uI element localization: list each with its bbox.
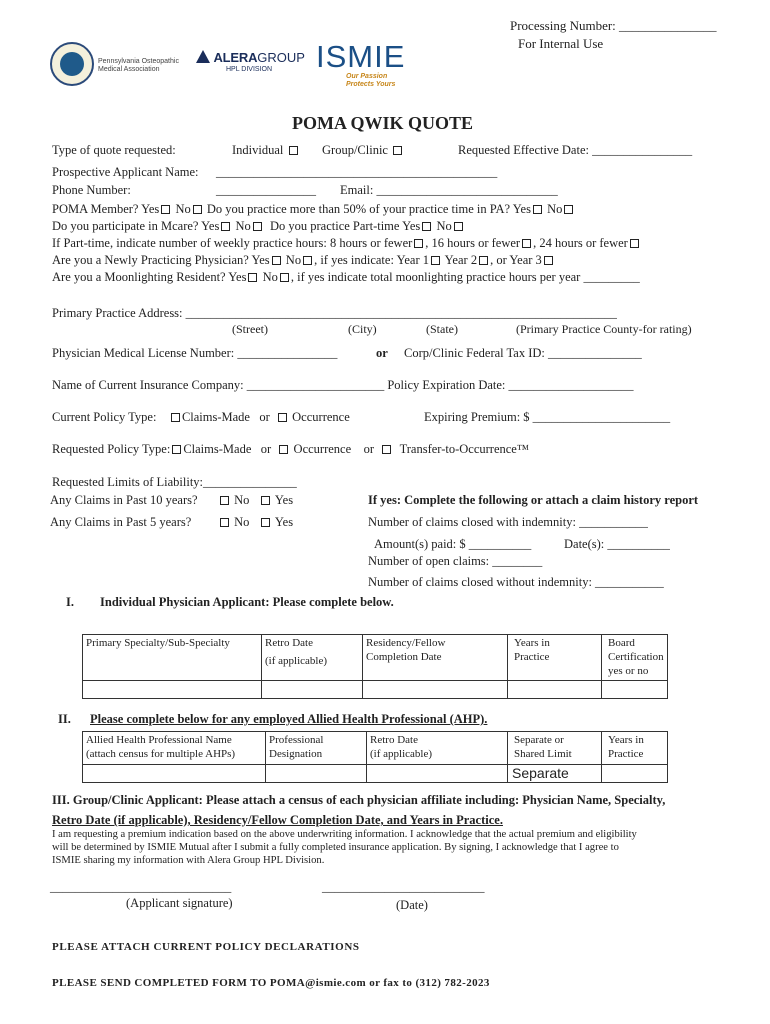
col-board: [602, 635, 668, 681]
ismie-logo: [316, 39, 406, 89]
attach-notice: PLEASE ATTACH CURRENT POLICY DECLARATIONS: [52, 941, 360, 953]
parttime-yes-checkbox[interactable]: [422, 222, 431, 231]
question-poma-member: [52, 202, 575, 217]
quote-type-label: Type of quote requested:: [52, 143, 176, 157]
q3c: , 24 hours or fewer: [533, 236, 628, 250]
individual-label: Individual: [232, 143, 284, 157]
pa-no-checkbox[interactable]: [564, 205, 573, 214]
req-occurrence-checkbox[interactable]: [279, 445, 288, 454]
section2-table: [82, 731, 668, 783]
applicant-name-field[interactable]: _____________________________________________: [216, 165, 498, 179]
col-res-l1: Residency/Fellow: [366, 637, 446, 649]
ack-line2: will be determined by ISMIE Mutual after I submit a fully completed insurance application. By signing, I acknowledge that I agree to: [52, 842, 619, 853]
if-yes-instruction: If yes: Complete the following or attach a claim history report: [368, 493, 699, 507]
newly-no-checkbox[interactable]: [303, 256, 312, 265]
year3-checkbox[interactable]: [544, 256, 553, 265]
amount-paid-field[interactable]: Amount(s) paid: $ __________: [374, 537, 532, 551]
individual-option[interactable]: [232, 143, 300, 158]
col-board-l2: Certification: [608, 650, 664, 663]
individual-checkbox[interactable]: [289, 146, 298, 155]
processing-number: Processing Number: _______________: [510, 18, 717, 33]
entry-residency-cell[interactable]: [363, 681, 508, 699]
q1c: Do you practice more than 50% of your practice time in PA? Yes: [206, 202, 531, 216]
q5a: Are you a Moonlighting Resident? Yes: [52, 270, 247, 284]
ahp-col-designation: [266, 732, 367, 765]
current-claims-made-checkbox[interactable]: [171, 413, 180, 422]
ahp-col-limit-l2: Shared Limit: [514, 747, 572, 760]
expiring-premium-field[interactable]: Expiring Premium: $ ______________________: [424, 410, 671, 424]
q4a: Are you a Newly Practicing Physician? Yes: [52, 253, 270, 267]
ahp-col-years-l2: Practice: [608, 747, 644, 760]
claims5-no-checkbox[interactable]: [220, 518, 229, 527]
q2b: No: [235, 219, 251, 233]
group-checkbox[interactable]: [393, 146, 402, 155]
hours16-checkbox[interactable]: [522, 239, 531, 248]
req-or-label-1: or: [260, 442, 272, 456]
ahp-col-name: [83, 732, 266, 765]
ismie-name: ISMIE: [316, 39, 406, 74]
q2a: Do you participate in Mcare? Yes: [52, 219, 220, 233]
question-moonlighting: [52, 270, 640, 285]
alera-name-rest: GROUP: [257, 50, 305, 65]
section2-entry-row: [83, 764, 668, 783]
ahp-col-limit: [508, 732, 602, 765]
section1-title: Individual Physician Applicant: Please complete below.: [100, 595, 394, 609]
date-label: (Date): [396, 898, 428, 912]
current-claims-made-label: Claims-Made: [181, 410, 250, 424]
alera-logo: [196, 50, 305, 73]
question-mcare: [52, 219, 465, 234]
alera-sub: HPL DIVISION: [226, 66, 273, 73]
q1b: No: [175, 202, 191, 216]
col-residency: [363, 635, 508, 681]
claims10-yes-label: Yes: [274, 493, 294, 507]
signature-line[interactable]: _____________________________: [50, 880, 232, 894]
q5c: , if yes indicate total moonlighting practice hours per year _________: [290, 270, 640, 284]
q3b: , 16 hours or fewer: [425, 236, 521, 250]
claims10-yes-checkbox[interactable]: [261, 496, 270, 505]
q1d: No: [547, 202, 563, 216]
ahp-col-years: [602, 732, 668, 765]
or-label: or: [376, 346, 388, 360]
section2-numeral: II.: [58, 712, 71, 726]
col-retro-l1: Retro Date: [265, 637, 313, 649]
effective-date-field[interactable]: Requested Effective Date: ________________: [458, 143, 693, 157]
alera-mark-icon: [196, 50, 210, 63]
group-label: Group/Clinic: [322, 143, 388, 157]
ack-line1: I am requesting a premium indication based on the above underwriting information. I acknowledge that the actual premium and eligibility: [52, 829, 637, 840]
q4b: No: [285, 253, 302, 267]
claims-10-label: Any Claims in Past 10 years?: [50, 493, 198, 507]
ahp-col-years-l1: Years in: [608, 734, 644, 746]
ahp-col-retro-l2: (if applicable): [370, 747, 432, 760]
ahp-col-limit-l1: Separate or: [514, 734, 564, 746]
claims10-no-checkbox[interactable]: [220, 496, 229, 505]
alera-name: ALERA: [213, 50, 258, 65]
ahp-entry-name-cell[interactable]: [83, 764, 266, 783]
req-claims-made-checkbox[interactable]: [172, 445, 181, 454]
phone-field[interactable]: ________________: [216, 183, 316, 197]
ismie-tagline: Our Passion Protects Yours: [346, 73, 396, 89]
ahp-col-des-l1: Professional: [269, 734, 324, 746]
claims5-no-label: No: [234, 515, 250, 529]
entry-specialty-cell[interactable]: [83, 681, 262, 699]
section1-entry-row: [83, 681, 668, 699]
entry-board-cell[interactable]: [602, 681, 668, 699]
insurance-company-field[interactable]: Name of Current Insurance Company: ______________________ Policy Expiration Date: ____________________: [52, 378, 634, 392]
q1a: POMA Member? Yes: [52, 202, 160, 216]
col-board-l1: Board: [608, 637, 635, 649]
closed-without-field[interactable]: Number of claims closed without indemnity: ___________: [368, 575, 664, 589]
section1-table: [82, 634, 668, 699]
requested-limits-field[interactable]: Requested Limits of Liability:_______________: [52, 475, 297, 489]
question-newly-practicing: [52, 253, 555, 268]
current-or-label: or: [259, 410, 270, 424]
req-or-label-2: or: [363, 442, 375, 456]
newly-yes-checkbox[interactable]: [272, 256, 281, 265]
col-specialty: Primary Specialty/Sub-Specialty: [83, 635, 262, 681]
col-years-l2: Practice: [514, 650, 550, 663]
poma-line1: Pennsylvania Osteopathic: [98, 58, 179, 65]
req-transfer-checkbox[interactable]: [382, 445, 391, 454]
dates-field[interactable]: Date(s): __________: [564, 537, 670, 551]
year1-checkbox[interactable]: [431, 256, 440, 265]
q3a: If Part-time, indicate number of weekly practice hours: 8 hours or fewer: [52, 236, 413, 250]
ahp-col-retro-l1: Retro Date: [370, 734, 418, 746]
ahp-entry-years-cell[interactable]: [602, 764, 668, 783]
street-label: (Street): [232, 322, 268, 336]
date-line[interactable]: __________________________: [322, 880, 485, 894]
q2d: No: [436, 219, 452, 233]
question-weekly-hours: [52, 236, 641, 251]
year2-checkbox[interactable]: [479, 256, 488, 265]
city-label: (City): [348, 322, 377, 336]
col-retro: [262, 635, 363, 681]
q5b: No: [262, 270, 278, 284]
ahp-col-name-l2: (attach census for multiple AHPs): [86, 747, 236, 760]
q4e: , or Year 3: [490, 253, 542, 267]
poma-seal-logo: [50, 42, 94, 86]
current-occurrence-label: Occurrence: [292, 410, 350, 424]
req-occurrence-label: Occurrence: [293, 442, 352, 456]
ahp-entry-retro-cell[interactable]: [367, 764, 508, 783]
requested-policy-row: [52, 442, 529, 457]
closed-indemnity-field[interactable]: Number of claims closed with indemnity: ___________: [368, 515, 648, 529]
internal-use-label: For Internal Use: [518, 36, 604, 51]
parttime-no-checkbox[interactable]: [454, 222, 463, 231]
section2-title: Please complete below for any employed Allied Health Professional (AHP).: [90, 712, 488, 726]
current-policy-row: [52, 410, 350, 425]
mcare-no-checkbox[interactable]: [253, 222, 262, 231]
send-notice: PLEASE SEND COMPLETED FORM TO POMA@ismie.com or fax to (312) 782-2023: [52, 977, 490, 989]
county-label: (Primary Practice County-for rating): [516, 322, 692, 336]
claims-5-options: [218, 515, 293, 530]
claims5-yes-checkbox[interactable]: [261, 518, 270, 527]
poma-no-checkbox[interactable]: [193, 205, 202, 214]
poma-line2: Medical Association: [98, 66, 160, 74]
col-years-l1: Years in: [514, 637, 550, 649]
state-label: (State): [426, 322, 458, 336]
ack-line3: ISMIE sharing my information with Alera Group HPL Division.: [52, 855, 325, 866]
tax-id-field[interactable]: Corp/Clinic Federal Tax ID: _______________: [404, 346, 642, 360]
license-field[interactable]: Physician Medical License Number: ________________: [52, 346, 338, 360]
col-years: [508, 635, 602, 681]
section3-line1: III. Group/Clinic Applicant: Please attach a census of each physician affiliate including: Physician Name, Specialty,: [52, 793, 666, 807]
ahp-col-name-l1: Allied Health Professional Name: [86, 734, 232, 746]
mcare-yes-checkbox[interactable]: [221, 222, 230, 231]
poma-logo-text: [98, 58, 179, 74]
group-option[interactable]: [322, 143, 404, 158]
moonlight-no-checkbox[interactable]: [280, 273, 289, 282]
email-field[interactable]: Email: _____________________________: [340, 183, 558, 197]
requested-policy-label: Requested Policy Type:: [52, 442, 171, 456]
req-claims-made-label: Claims-Made: [183, 442, 252, 456]
col-board-l3: yes or no: [608, 664, 649, 677]
q4d: Year 2: [444, 253, 478, 267]
practice-address-field[interactable]: Primary Practice Address: _____________________________________________________________________: [52, 306, 617, 320]
poma-yes-checkbox[interactable]: [161, 205, 170, 214]
req-transfer-label: Transfer-to-Occurrence™: [399, 442, 530, 456]
pa-yes-checkbox[interactable]: [533, 205, 542, 214]
col-retro-l2: (if applicable): [265, 654, 327, 667]
ahp-entry-designation-cell[interactable]: [266, 764, 367, 783]
section3-line2: Retro Date (if applicable), Residency/Fellow Completion Date, and Years in Practice.: [52, 813, 503, 827]
hours24-checkbox[interactable]: [630, 239, 639, 248]
claims5-yes-label: Yes: [274, 515, 294, 529]
form-title: POMA QWIK QUOTE: [292, 113, 474, 133]
ahp-entry-limit-cell[interactable]: Separate: [508, 764, 602, 783]
col-res-l2: Completion Date: [366, 650, 442, 663]
entry-years-cell[interactable]: [508, 681, 602, 699]
q4c: , if yes indicate: Year 1: [314, 253, 429, 267]
q2c: Do you practice Part-time Yes: [269, 219, 421, 233]
open-claims-field[interactable]: Number of open claims: ________: [368, 554, 543, 568]
claims-5-label: Any Claims in Past 5 years?: [50, 515, 192, 529]
ahp-col-des-l2: Designation: [269, 747, 323, 760]
current-occurrence-checkbox[interactable]: [278, 413, 287, 422]
phone-label: Phone Number:: [52, 183, 131, 197]
signature-label: (Applicant signature): [126, 896, 233, 910]
claims-10-options: [218, 493, 293, 508]
claims10-no-label: No: [234, 493, 250, 507]
section1-numeral: I.: [66, 595, 74, 609]
entry-retro-cell[interactable]: [262, 681, 363, 699]
applicant-name-label: Prospective Applicant Name:: [52, 165, 199, 179]
ahp-col-retro: [367, 732, 508, 765]
current-policy-label: Current Policy Type:: [52, 410, 157, 424]
hours8-checkbox[interactable]: [414, 239, 423, 248]
moonlight-yes-checkbox[interactable]: [248, 273, 257, 282]
